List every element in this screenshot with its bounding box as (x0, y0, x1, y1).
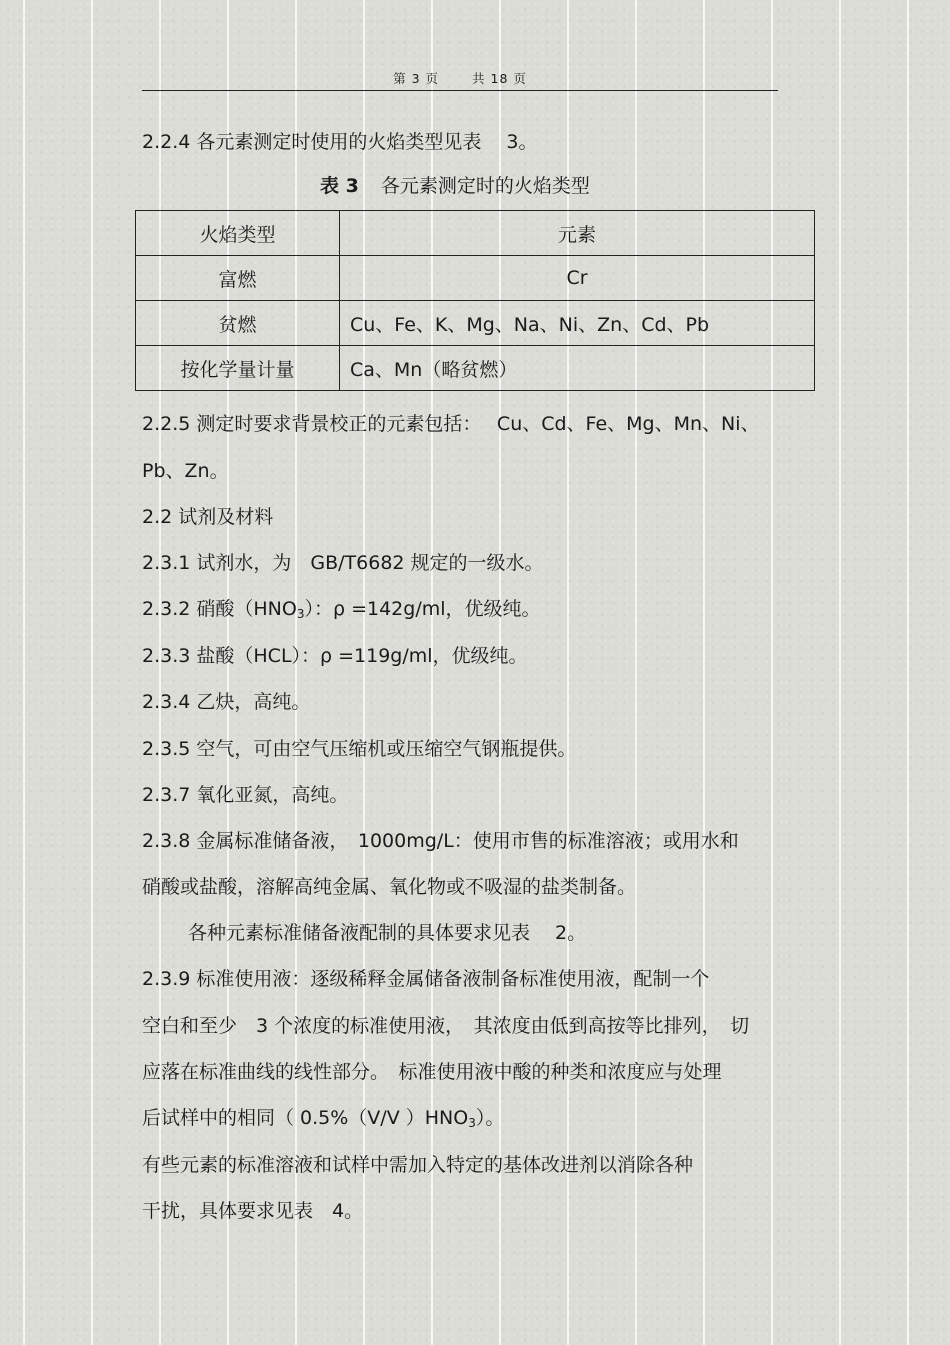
table-header-cell: 火焰类型 (136, 211, 340, 256)
page-total: 共 18 页 (472, 71, 527, 86)
table-header-row (136, 211, 815, 256)
paragraph-2-3-8-line2: 硝酸或盐酸，溶解高纯金属、氧化物或不吸湿的盐类制备。 (142, 876, 637, 898)
table-cell-elements: Ca、Mn（略贫燃） (340, 346, 815, 391)
paragraph-2-3-5: 2.3.5 空气，可由空气压缩机或压缩空气钢瓶提供。 (142, 738, 577, 760)
paragraph-2-3-7: 2.3.7 氧化亚氮，高纯。 (142, 784, 349, 806)
section-heading-2-2: 2.2 试剂及材料 (142, 506, 274, 528)
paragraph-2-3-4: 2.3.4 乙炔，高纯。 (142, 691, 311, 713)
table-cell-elements: Cu、Fe、K、Mg、Na、Ni、Zn、Cd、Pb (340, 301, 815, 346)
paragraph-2-3-2 (142, 596, 541, 622)
paragraph-2-3-9-line1: 2.3.9 标准使用液：逐级稀释金属储备液制备标准使用液，配制一个 (142, 968, 710, 990)
paragraph-2-3-3: 2.3.3 盐酸（HCL）：ρ =119g/ml，优级纯。 (142, 645, 528, 667)
text-segment: 后试样中的相同（ 0.5%（V/V ）HNO (142, 1107, 469, 1129)
page-number: 第 3 页 (393, 71, 440, 86)
subscript: 3 (468, 1116, 476, 1130)
table-row (136, 346, 815, 391)
table-header-cell: 元素 (340, 211, 815, 256)
table-row (136, 256, 815, 301)
paragraph-2-2-4: 2.2.4 各元素测定时使用的火焰类型见表 3。 (142, 131, 538, 153)
table-row (136, 301, 815, 346)
paragraph-2-3-9-line4 (142, 1105, 504, 1131)
flame-type-table (135, 210, 815, 391)
paragraph-2-3-9-line2: 空白和至少 3 个浓度的标准使用液， 其浓度由低到高按等比排列， 切 (142, 1015, 750, 1037)
paragraph-2-3-9-line3: 应落在标准曲线的线性部分。 标准使用液中酸的种类和浓度应与处理 (142, 1061, 722, 1083)
paragraph-modifier-line1: 有些元素的标准溶液和试样中需加入特定的基体改进剂以消除各种 (142, 1154, 694, 1176)
text-segment: 2.3.2 硝酸（HNO (142, 598, 297, 620)
table-number: 表 3 (320, 175, 359, 197)
paragraph-2-2-5-line1: 2.2.5 测定时要求背景校正的元素包括： Cu、Cd、Fe、Mg、Mn、Ni、 (142, 413, 760, 435)
table-cell-elements: Cr (340, 256, 815, 301)
table-caption (320, 173, 590, 199)
page-header (142, 70, 778, 91)
table-cell-flame: 贫燃 (136, 301, 340, 346)
paragraph-2-3-1: 2.3.1 试剂水，为 GB/T6682 规定的一级水。 (142, 552, 544, 574)
table-cell-flame: 按化学量计量 (136, 346, 340, 391)
text-segment: ）。 (475, 1107, 505, 1129)
paragraph-2-3-8-line3: 各种元素标准储备液配制的具体要求见表 2。 (188, 922, 587, 944)
paragraph-modifier-line2: 干扰，具体要求见表 4。 (142, 1200, 364, 1222)
text-segment: ）：ρ =142g/ml，优级纯。 (304, 598, 541, 620)
paragraph-2-3-8-line1: 2.3.8 金属标准储备液， 1000mg/L：使用市售的标准溶液；或用水和 (142, 830, 739, 852)
paragraph-2-2-5-line2: Pb、Zn。 (142, 460, 229, 482)
subscript: 3 (296, 607, 305, 621)
table-title: 各元素测定时的火焰类型 (380, 175, 590, 197)
table-cell-flame: 富燃 (136, 256, 340, 301)
